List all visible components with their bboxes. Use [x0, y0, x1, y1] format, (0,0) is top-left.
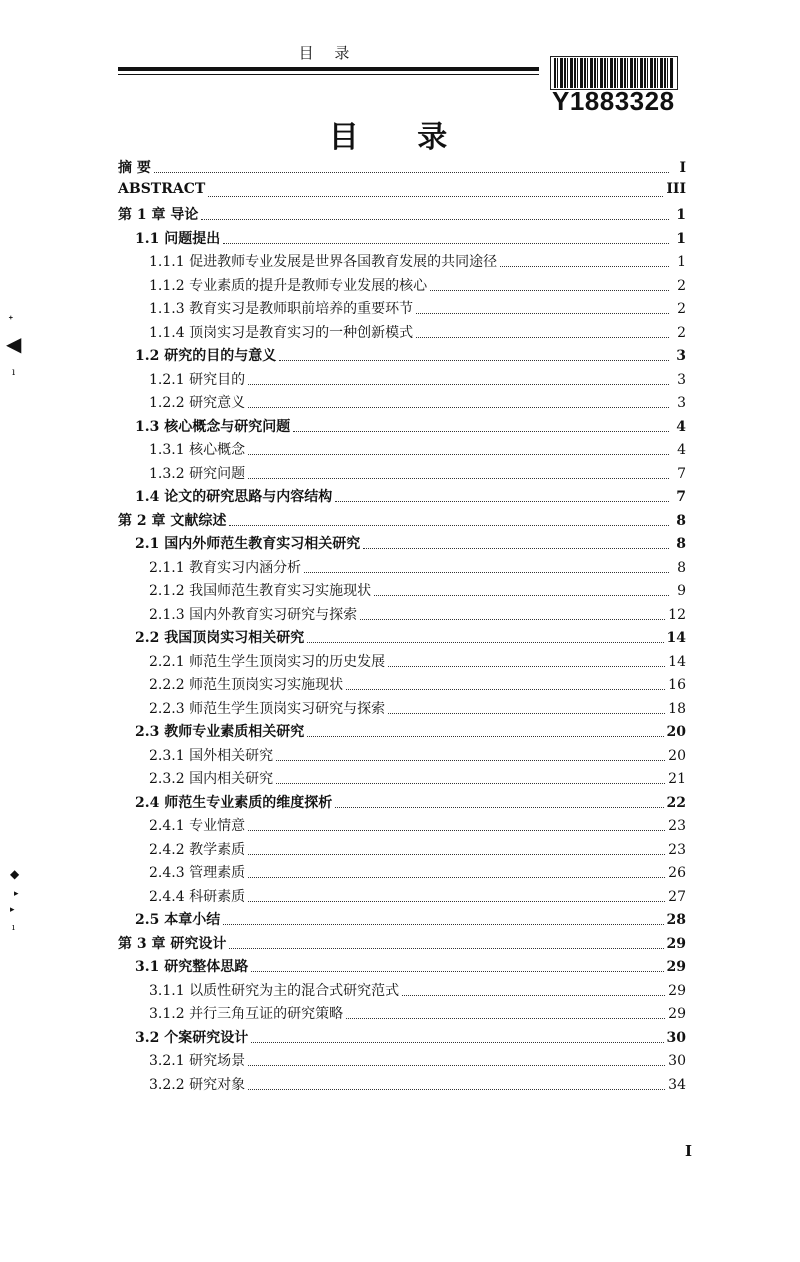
dot-leader: [251, 971, 663, 972]
toc-entry-page: 9: [677, 583, 686, 599]
toc-entry-title: 2.3 教师专业素质相关研究: [135, 724, 305, 740]
toc-entry-title: 1.2.2 研究意义: [149, 395, 246, 411]
toc-entry: [118, 1003, 686, 1027]
toc-entry-title: 1.3.1 核心概念: [149, 442, 246, 458]
dot-leader: [276, 783, 665, 784]
toc-entry-page: 26: [668, 865, 686, 881]
toc-entry-title: 1.1.2 专业素质的提升是教师专业发展的核心: [149, 277, 428, 294]
toc-entry: [118, 862, 686, 886]
dot-leader: [363, 548, 669, 549]
dot-leader: [248, 407, 669, 408]
toc-entry-title: 2.2 我国顶岗实习相关研究: [135, 630, 305, 646]
toc-entry: [118, 345, 686, 369]
dot-leader: [248, 384, 669, 385]
toc-entry: [118, 839, 686, 863]
toc-entry-title: 2.1 国内外师范生教育实习相关研究: [135, 536, 361, 552]
toc-entry-title: 2.2.3 师范生学生顶岗实习研究与探索: [149, 700, 386, 717]
toc-entry-page: 23: [668, 841, 686, 858]
toc-entry-page: 7: [677, 465, 686, 482]
dot-leader: [248, 478, 669, 479]
toc-entry-title: 第 2 章 文献综述: [118, 512, 227, 529]
dot-leader: [416, 313, 669, 314]
toc-entry-page: 3: [677, 395, 686, 411]
toc-entry: [118, 463, 686, 487]
toc-entry-page: 21: [668, 771, 686, 787]
dot-leader: [346, 689, 665, 690]
toc-entry-page: 29: [668, 982, 686, 999]
toc-entry: [118, 768, 686, 792]
dot-leader: [248, 1065, 665, 1066]
toc-entry: [118, 369, 686, 393]
toc-entry-page: 30: [668, 1053, 686, 1069]
dot-leader: [307, 736, 663, 737]
toc-entry: [118, 251, 686, 275]
toc-entry-title: 1.3.2 研究问题: [149, 465, 246, 482]
toc-entry: [118, 1050, 686, 1074]
scan-mark: ▸: [14, 889, 19, 899]
dot-leader: [416, 337, 669, 338]
dot-leader: [304, 572, 669, 573]
toc-entry: [118, 886, 686, 910]
toc-entry-title: 2.2.2 师范生顶岗实习实施现状: [149, 677, 344, 693]
toc-entry-title: 摘 要: [118, 160, 151, 176]
dot-leader: [388, 666, 665, 667]
scan-mark: ◆: [10, 867, 20, 881]
toc-entry-title: 1.1.4 顶岗实习是教育实习的一种创新模式: [149, 324, 414, 341]
dot-leader: [360, 619, 665, 620]
toc-entry-title: 2.4.1 专业情意: [149, 818, 246, 834]
toc-entry-title: 1.2 研究的目的与意义: [135, 348, 277, 364]
toc-entry: [118, 580, 686, 604]
toc-entry-title: 第 1 章 导论: [118, 207, 199, 223]
dot-leader: [346, 1018, 665, 1019]
toc-entry-page: 8: [676, 512, 686, 529]
page-number: I: [685, 1142, 693, 1160]
toc-entry: [118, 698, 686, 722]
toc-entry-page: 2: [677, 301, 686, 317]
dot-leader: [402, 995, 665, 996]
toc-entry: [118, 627, 686, 651]
toc-entry-page: 8: [677, 559, 686, 576]
toc-entry: [118, 275, 686, 299]
toc-entry-title: 2.1.1 教育实习内涵分析: [149, 559, 302, 576]
toc-entry-title: 3.1.2 并行三角互证的研究策略: [149, 1006, 344, 1022]
toc-entry-title: 2.4 师范生专业素质的维度探析: [135, 794, 333, 811]
toc-entry: [118, 486, 686, 510]
toc-entry-title: 2.1.3 国内外教育实习研究与探索: [149, 606, 358, 623]
toc-entry: [118, 815, 686, 839]
toc-entry-title: 1.1.3 教育实习是教师职前培养的重要环节: [149, 301, 414, 317]
toc-entry-page: 28: [666, 912, 686, 928]
dot-leader: [248, 1089, 665, 1090]
header-rule: [118, 67, 539, 71]
toc-entry: [118, 721, 686, 745]
barcode-number: Y1883328: [552, 86, 675, 116]
toc-entry-page: 2: [677, 277, 686, 294]
toc-entry-title: 2.3.1 国外相关研究: [149, 747, 274, 764]
dot-leader: [154, 172, 669, 173]
dot-leader: [374, 595, 669, 596]
toc-entry-page: 20: [668, 747, 686, 764]
toc-entry: [118, 181, 686, 205]
toc-entry-title: 2.4.2 教学素质: [149, 841, 246, 858]
toc-entry-title: 2.2.1 师范生学生顶岗实习的历史发展: [149, 653, 386, 670]
toc-entry-page: 1: [677, 254, 686, 270]
toc-entry: [118, 980, 686, 1004]
toc-entry-title: 1.1 问题提出: [135, 230, 221, 247]
toc-entry-page: 7: [676, 489, 686, 505]
dot-leader: [335, 501, 669, 502]
toc-entry-title: ABSTRACT: [118, 180, 206, 197]
toc-entry-page: 12: [668, 606, 686, 623]
toc-entry: [118, 204, 686, 228]
toc-entry-page: 14: [668, 653, 686, 670]
toc-entry-title: 1.1.1 促进教师专业发展是世界各国教育发展的共同途径: [149, 254, 498, 270]
toc-entry-page: 3: [677, 371, 686, 388]
toc-entry: [118, 651, 686, 675]
toc-entry-page: 8: [676, 536, 686, 552]
dot-leader: [208, 196, 663, 197]
running-header: 目 录: [298, 44, 358, 62]
toc-entry-page: 27: [668, 888, 686, 905]
toc-entry-title: 2.1.2 我国师范生教育实习实施现状: [149, 583, 372, 599]
toc-entry-title: 第 3 章 研究设计: [118, 935, 227, 952]
toc-entry: [118, 792, 686, 816]
toc-entry-title: 3.1 研究整体思路: [135, 959, 249, 975]
toc-entry: [118, 909, 686, 933]
dot-leader: [307, 642, 663, 643]
scan-mark: ı: [12, 923, 15, 933]
toc-entry-title: 2.3.2 国内相关研究: [149, 771, 274, 787]
dot-leader: [248, 877, 665, 878]
toc-entry-page: 18: [668, 700, 686, 717]
toc-entry: [118, 510, 686, 534]
toc-entry-page: 30: [666, 1029, 686, 1046]
toc-entry-page: 1: [676, 230, 686, 247]
dot-leader: [293, 431, 669, 432]
toc-entry-title: 1.4 论文的研究思路与内容结构: [135, 489, 333, 505]
toc-entry: [118, 322, 686, 346]
toc-entry-title: 2.4.3 管理素质: [149, 865, 246, 881]
toc-entry: [118, 956, 686, 980]
dot-leader: [229, 948, 663, 949]
dot-leader: [223, 924, 663, 925]
dot-leader: [251, 1042, 663, 1043]
toc-entry-title: 3.2.1 研究场景: [149, 1053, 246, 1069]
toc-entry-page: 3: [676, 348, 686, 364]
dot-leader: [430, 290, 669, 291]
toc-entry-page: 16: [668, 677, 686, 693]
toc-entry: [118, 1074, 686, 1098]
scan-mark: ᐩ: [8, 313, 14, 329]
toc-entry: [118, 416, 686, 440]
toc-entry-page: 29: [666, 959, 686, 975]
toc-entry: [118, 1027, 686, 1051]
toc-entry-page: 29: [666, 935, 686, 952]
toc-entry-page: 29: [668, 1006, 686, 1022]
dot-leader: [248, 854, 665, 855]
dot-leader: [229, 525, 669, 526]
dot-leader: [223, 243, 669, 244]
toc-entry: [118, 439, 686, 463]
dot-leader: [500, 266, 669, 267]
dot-leader: [248, 454, 669, 455]
toc-entry: [118, 157, 686, 181]
toc-entry-page: 22: [666, 794, 686, 811]
toc-entry-title: 3.1.1 以质性研究为主的混合式研究范式: [149, 982, 400, 999]
scan-mark: ▸: [10, 905, 15, 915]
toc-entry-page: 2: [677, 324, 686, 341]
dot-leader: [201, 219, 669, 220]
dot-leader: [248, 830, 665, 831]
toc-entry-page: 23: [668, 818, 686, 834]
dot-leader: [248, 901, 665, 902]
toc-entry-page: 14: [666, 630, 686, 646]
toc-entry-page: 4: [676, 418, 686, 435]
toc-entry-page: I: [679, 160, 686, 176]
toc-entry: [118, 674, 686, 698]
toc-entry-title: 2.5 本章小结: [135, 912, 221, 928]
toc-entry: [118, 557, 686, 581]
dot-leader: [279, 360, 669, 361]
toc-entry: [118, 298, 686, 322]
toc-entry-page: III: [666, 180, 686, 197]
toc-entry: [118, 604, 686, 628]
toc-entry: [118, 228, 686, 252]
toc-entry-page: 4: [677, 442, 686, 458]
toc-entry-page: 20: [666, 724, 686, 740]
page-title: 目 录: [328, 120, 472, 155]
toc-entry: [118, 392, 686, 416]
barcode-image: [554, 58, 674, 88]
toc-entry: [118, 533, 686, 557]
scan-mark: ı: [12, 367, 16, 378]
toc-entry-page: 1: [676, 207, 686, 223]
dot-leader: [335, 807, 663, 808]
toc-entry: [118, 933, 686, 957]
dot-leader: [388, 713, 665, 714]
toc-entry-title: 1.2.1 研究目的: [149, 371, 246, 388]
toc-entry: [118, 745, 686, 769]
toc-entry-title: 1.3 核心概念与研究问题: [135, 418, 291, 435]
toc-entry-title: 3.2 个案研究设计: [135, 1029, 249, 1046]
toc-entry-title: 2.4.4 科研素质: [149, 888, 246, 905]
table-of-contents: [118, 157, 686, 1097]
toc-entry-page: 34: [668, 1076, 686, 1093]
dot-leader: [276, 760, 665, 761]
scan-mark: ◀: [6, 332, 22, 356]
header-rule-thin: [118, 74, 539, 75]
toc-entry-title: 3.2.2 研究对象: [149, 1076, 246, 1093]
